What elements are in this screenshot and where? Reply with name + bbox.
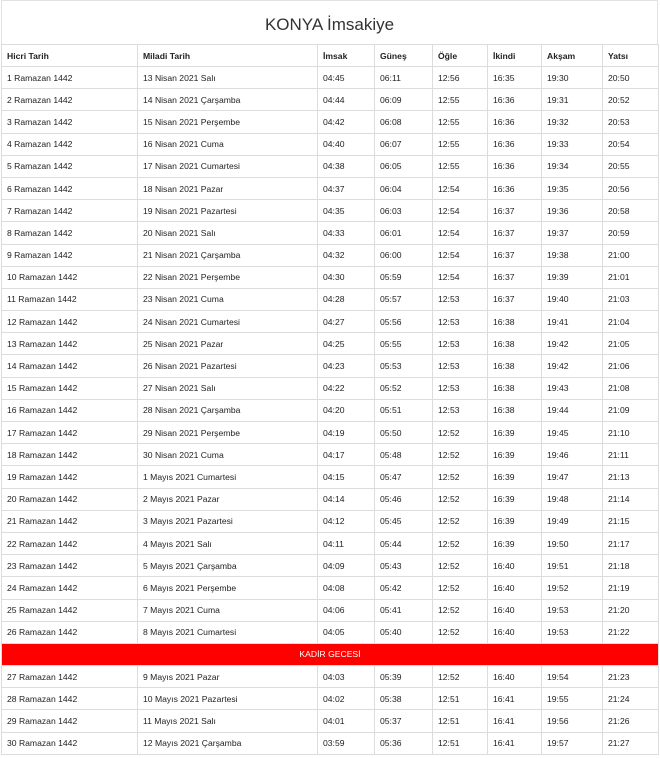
cell-aksam: 19:30 [542,67,603,89]
table-row [2,555,659,577]
cell-ikindi: 16:36 [488,111,542,133]
cell-gunes: 05:52 [375,377,433,399]
cell-aksam: 19:35 [542,177,603,199]
table-row [2,688,659,710]
kadir-gecesi-label: KADİR GECESİ [2,643,659,665]
cell-ogle: 12:52 [433,466,488,488]
cell-hicri-tarih: 21 Ramazan 1442 [2,510,138,532]
cell-gunes: 05:41 [375,599,433,621]
table-row [2,266,659,288]
cell-yatsi: 21:08 [603,377,659,399]
cell-ikindi: 16:38 [488,355,542,377]
cell-gunes: 06:07 [375,133,433,155]
column-header-gunes: Güneş [375,45,433,67]
table-row [2,488,659,510]
cell-hicri-tarih: 28 Ramazan 1442 [2,688,138,710]
cell-ogle: 12:52 [433,555,488,577]
cell-aksam: 19:41 [542,311,603,333]
cell-yatsi: 21:20 [603,599,659,621]
cell-ogle: 12:51 [433,710,488,732]
cell-ikindi: 16:37 [488,222,542,244]
cell-ikindi: 16:39 [488,488,542,510]
cell-miladi-tarih: 22 Nisan 2021 Perşembe [138,266,318,288]
cell-imsak: 04:08 [318,577,375,599]
cell-gunes: 05:59 [375,266,433,288]
cell-imsak: 04:17 [318,444,375,466]
cell-aksam: 19:43 [542,377,603,399]
cell-miladi-tarih: 20 Nisan 2021 Salı [138,222,318,244]
table-row [2,732,659,754]
table-row [2,422,659,444]
cell-aksam: 19:34 [542,155,603,177]
cell-ikindi: 16:38 [488,377,542,399]
cell-ikindi: 16:40 [488,599,542,621]
cell-miladi-tarih: 24 Nisan 2021 Cumartesi [138,311,318,333]
table-row [2,177,659,199]
cell-ogle: 12:52 [433,488,488,510]
cell-imsak: 04:01 [318,710,375,732]
column-header-ogle: Öğle [433,45,488,67]
cell-miladi-tarih: 29 Nisan 2021 Perşembe [138,422,318,444]
cell-ikindi: 16:35 [488,67,542,89]
cell-gunes: 05:57 [375,288,433,310]
cell-hicri-tarih: 14 Ramazan 1442 [2,355,138,377]
cell-miladi-tarih: 11 Mayıs 2021 Salı [138,710,318,732]
column-header-ikindi: İkindi [488,45,542,67]
cell-miladi-tarih: 18 Nisan 2021 Pazar [138,177,318,199]
cell-ikindi: 16:41 [488,732,542,754]
table-row [2,510,659,532]
cell-aksam: 19:48 [542,488,603,510]
table-row [2,244,659,266]
cell-ikindi: 16:36 [488,133,542,155]
cell-miladi-tarih: 2 Mayıs 2021 Pazar [138,488,318,510]
cell-ogle: 12:53 [433,399,488,421]
cell-yatsi: 21:10 [603,422,659,444]
cell-gunes: 06:03 [375,200,433,222]
cell-imsak: 04:03 [318,666,375,688]
cell-yatsi: 21:27 [603,732,659,754]
cell-hicri-tarih: 16 Ramazan 1442 [2,399,138,421]
cell-hicri-tarih: 7 Ramazan 1442 [2,200,138,222]
cell-gunes: 05:45 [375,510,433,532]
cell-yatsi: 21:06 [603,355,659,377]
cell-aksam: 19:55 [542,688,603,710]
cell-yatsi: 20:53 [603,111,659,133]
cell-ogle: 12:55 [433,155,488,177]
cell-imsak: 04:45 [318,67,375,89]
cell-hicri-tarih: 23 Ramazan 1442 [2,555,138,577]
column-header-miladi-tarih: Miladi Tarih [138,45,318,67]
cell-imsak: 04:02 [318,688,375,710]
table-row [2,222,659,244]
cell-imsak: 04:20 [318,399,375,421]
cell-ogle: 12:52 [433,444,488,466]
cell-ikindi: 16:40 [488,621,542,643]
table-row [2,444,659,466]
cell-gunes: 05:56 [375,311,433,333]
cell-ogle: 12:54 [433,200,488,222]
cell-hicri-tarih: 12 Ramazan 1442 [2,311,138,333]
cell-ogle: 12:55 [433,133,488,155]
cell-ikindi: 16:41 [488,688,542,710]
table-row [2,377,659,399]
cell-miladi-tarih: 16 Nisan 2021 Cuma [138,133,318,155]
cell-yatsi: 21:23 [603,666,659,688]
cell-aksam: 19:32 [542,111,603,133]
table-row [2,621,659,643]
table-row [2,355,659,377]
cell-imsak: 03:59 [318,732,375,754]
cell-hicri-tarih: 22 Ramazan 1442 [2,532,138,554]
cell-miladi-tarih: 26 Nisan 2021 Pazartesi [138,355,318,377]
cell-miladi-tarih: 3 Mayıs 2021 Pazartesi [138,510,318,532]
cell-aksam: 19:51 [542,555,603,577]
cell-imsak: 04:40 [318,133,375,155]
cell-ogle: 12:53 [433,377,488,399]
cell-yatsi: 21:00 [603,244,659,266]
cell-hicri-tarih: 26 Ramazan 1442 [2,621,138,643]
cell-ikindi: 16:38 [488,311,542,333]
cell-aksam: 19:33 [542,133,603,155]
cell-gunes: 06:04 [375,177,433,199]
cell-miladi-tarih: 4 Mayıs 2021 Salı [138,532,318,554]
cell-yatsi: 21:17 [603,532,659,554]
cell-yatsi: 21:26 [603,710,659,732]
table-row [2,67,659,89]
cell-ikindi: 16:37 [488,266,542,288]
cell-aksam: 19:53 [542,621,603,643]
cell-ikindi: 16:36 [488,89,542,111]
cell-ogle: 12:54 [433,222,488,244]
cell-imsak: 04:15 [318,466,375,488]
cell-ogle: 12:53 [433,288,488,310]
cell-imsak: 04:30 [318,266,375,288]
cell-miladi-tarih: 27 Nisan 2021 Salı [138,377,318,399]
cell-aksam: 19:37 [542,222,603,244]
cell-ogle: 12:55 [433,89,488,111]
cell-ikindi: 16:39 [488,510,542,532]
cell-ikindi: 16:39 [488,532,542,554]
cell-imsak: 04:28 [318,288,375,310]
cell-hicri-tarih: 11 Ramazan 1442 [2,288,138,310]
cell-aksam: 19:46 [542,444,603,466]
cell-gunes: 06:09 [375,89,433,111]
cell-ikindi: 16:37 [488,244,542,266]
cell-hicri-tarih: 24 Ramazan 1442 [2,577,138,599]
cell-ikindi: 16:39 [488,422,542,444]
cell-hicri-tarih: 5 Ramazan 1442 [2,155,138,177]
cell-gunes: 05:37 [375,710,433,732]
table-row [2,288,659,310]
cell-yatsi: 21:04 [603,311,659,333]
column-header-yatsi: Yatsı [603,45,659,67]
cell-aksam: 19:57 [542,732,603,754]
table-row [2,155,659,177]
table-row [2,333,659,355]
cell-ogle: 12:52 [433,621,488,643]
cell-miladi-tarih: 6 Mayıs 2021 Perşembe [138,577,318,599]
cell-miladi-tarih: 10 Mayıs 2021 Pazartesi [138,688,318,710]
column-header-aksam: Akşam [542,45,603,67]
cell-gunes: 06:11 [375,67,433,89]
cell-yatsi: 20:59 [603,222,659,244]
cell-yatsi: 21:24 [603,688,659,710]
cell-yatsi: 21:14 [603,488,659,510]
cell-ogle: 12:55 [433,111,488,133]
cell-ikindi: 16:38 [488,399,542,421]
cell-ogle: 12:51 [433,688,488,710]
page-title: KONYA İmsakiye [1,0,658,44]
table-row [2,89,659,111]
cell-gunes: 05:43 [375,555,433,577]
cell-gunes: 05:44 [375,532,433,554]
cell-yatsi: 20:52 [603,89,659,111]
cell-yatsi: 20:54 [603,133,659,155]
cell-hicri-tarih: 30 Ramazan 1442 [2,732,138,754]
cell-miladi-tarih: 12 Mayıs 2021 Çarşamba [138,732,318,754]
cell-gunes: 05:48 [375,444,433,466]
cell-ikindi: 16:40 [488,555,542,577]
cell-ikindi: 16:36 [488,177,542,199]
cell-ogle: 12:52 [433,510,488,532]
cell-hicri-tarih: 20 Ramazan 1442 [2,488,138,510]
table-row [2,577,659,599]
cell-aksam: 19:42 [542,355,603,377]
cell-miladi-tarih: 19 Nisan 2021 Pazartesi [138,200,318,222]
column-header-imsak: İmsak [318,45,375,67]
cell-miladi-tarih: 28 Nisan 2021 Çarşamba [138,399,318,421]
table-row [2,532,659,554]
cell-aksam: 19:50 [542,532,603,554]
cell-ikindi: 16:39 [488,466,542,488]
cell-aksam: 19:49 [542,510,603,532]
cell-miladi-tarih: 30 Nisan 2021 Cuma [138,444,318,466]
cell-aksam: 19:45 [542,422,603,444]
cell-gunes: 05:36 [375,732,433,754]
table-row [2,599,659,621]
cell-ogle: 12:52 [433,666,488,688]
cell-imsak: 04:27 [318,311,375,333]
cell-gunes: 05:39 [375,666,433,688]
cell-yatsi: 20:50 [603,67,659,89]
cell-yatsi: 20:55 [603,155,659,177]
cell-aksam: 19:56 [542,710,603,732]
cell-aksam: 19:36 [542,200,603,222]
cell-imsak: 04:37 [318,177,375,199]
cell-hicri-tarih: 10 Ramazan 1442 [2,266,138,288]
cell-gunes: 05:42 [375,577,433,599]
cell-hicri-tarih: 8 Ramazan 1442 [2,222,138,244]
cell-hicri-tarih: 1 Ramazan 1442 [2,67,138,89]
cell-aksam: 19:53 [542,599,603,621]
cell-hicri-tarih: 9 Ramazan 1442 [2,244,138,266]
cell-aksam: 19:47 [542,466,603,488]
cell-yatsi: 21:22 [603,621,659,643]
cell-aksam: 19:52 [542,577,603,599]
cell-miladi-tarih: 8 Mayıs 2021 Cumartesi [138,621,318,643]
cell-hicri-tarih: 18 Ramazan 1442 [2,444,138,466]
cell-ikindi: 16:40 [488,577,542,599]
cell-aksam: 19:39 [542,266,603,288]
cell-ogle: 12:56 [433,67,488,89]
cell-miladi-tarih: 13 Nisan 2021 Salı [138,67,318,89]
cell-ogle: 12:53 [433,355,488,377]
cell-yatsi: 21:01 [603,266,659,288]
cell-hicri-tarih: 6 Ramazan 1442 [2,177,138,199]
cell-gunes: 05:53 [375,355,433,377]
cell-ogle: 12:53 [433,333,488,355]
cell-ikindi: 16:37 [488,288,542,310]
cell-ogle: 12:52 [433,422,488,444]
cell-hicri-tarih: 4 Ramazan 1442 [2,133,138,155]
cell-imsak: 04:33 [318,222,375,244]
cell-hicri-tarih: 27 Ramazan 1442 [2,666,138,688]
cell-aksam: 19:44 [542,399,603,421]
cell-ikindi: 16:39 [488,444,542,466]
cell-imsak: 04:19 [318,422,375,444]
cell-ikindi: 16:38 [488,333,542,355]
cell-gunes: 05:55 [375,333,433,355]
cell-ogle: 12:52 [433,599,488,621]
cell-gunes: 05:40 [375,621,433,643]
cell-imsak: 04:14 [318,488,375,510]
cell-imsak: 04:22 [318,377,375,399]
cell-hicri-tarih: 3 Ramazan 1442 [2,111,138,133]
table-body [2,67,659,755]
cell-aksam: 19:54 [542,666,603,688]
cell-imsak: 04:11 [318,532,375,554]
cell-imsak: 04:38 [318,155,375,177]
cell-hicri-tarih: 2 Ramazan 1442 [2,89,138,111]
cell-miladi-tarih: 25 Nisan 2021 Pazar [138,333,318,355]
cell-gunes: 06:01 [375,222,433,244]
cell-gunes: 05:38 [375,688,433,710]
cell-miladi-tarih: 21 Nisan 2021 Çarşamba [138,244,318,266]
cell-miladi-tarih: 14 Nisan 2021 Çarşamba [138,89,318,111]
table-header-row [2,45,659,67]
cell-imsak: 04:25 [318,333,375,355]
cell-aksam: 19:31 [542,89,603,111]
cell-ikindi: 16:37 [488,200,542,222]
cell-aksam: 19:42 [542,333,603,355]
table-row [2,111,659,133]
cell-yatsi: 21:11 [603,444,659,466]
cell-aksam: 19:40 [542,288,603,310]
table-row [2,710,659,732]
cell-yatsi: 21:09 [603,399,659,421]
cell-imsak: 04:42 [318,111,375,133]
cell-gunes: 05:50 [375,422,433,444]
cell-ogle: 12:54 [433,266,488,288]
cell-imsak: 04:06 [318,599,375,621]
cell-ikindi: 16:36 [488,155,542,177]
cell-yatsi: 20:56 [603,177,659,199]
cell-yatsi: 21:15 [603,510,659,532]
cell-yatsi: 21:03 [603,288,659,310]
cell-gunes: 06:00 [375,244,433,266]
cell-yatsi: 20:58 [603,200,659,222]
cell-imsak: 04:35 [318,200,375,222]
cell-imsak: 04:09 [318,555,375,577]
cell-hicri-tarih: 29 Ramazan 1442 [2,710,138,732]
table-row [2,311,659,333]
kadir-gecesi-row [2,643,659,665]
table-row [2,133,659,155]
cell-yatsi: 21:18 [603,555,659,577]
cell-gunes: 06:05 [375,155,433,177]
cell-gunes: 06:08 [375,111,433,133]
cell-hicri-tarih: 13 Ramazan 1442 [2,333,138,355]
cell-miladi-tarih: 17 Nisan 2021 Cumartesi [138,155,318,177]
cell-imsak: 04:32 [318,244,375,266]
cell-yatsi: 21:05 [603,333,659,355]
cell-gunes: 05:47 [375,466,433,488]
table-row [2,200,659,222]
cell-ogle: 12:52 [433,532,488,554]
cell-miladi-tarih: 1 Mayıs 2021 Cumartesi [138,466,318,488]
cell-miladi-tarih: 9 Mayıs 2021 Pazar [138,666,318,688]
cell-miladi-tarih: 15 Nisan 2021 Perşembe [138,111,318,133]
table-row [2,466,659,488]
cell-ogle: 12:54 [433,177,488,199]
cell-ogle: 12:54 [433,244,488,266]
cell-imsak: 04:12 [318,510,375,532]
table-row [2,399,659,421]
cell-imsak: 04:05 [318,621,375,643]
cell-hicri-tarih: 15 Ramazan 1442 [2,377,138,399]
cell-yatsi: 21:19 [603,577,659,599]
cell-gunes: 05:46 [375,488,433,510]
table-row [2,666,659,688]
cell-miladi-tarih: 23 Nisan 2021 Cuma [138,288,318,310]
cell-hicri-tarih: 19 Ramazan 1442 [2,466,138,488]
cell-yatsi: 21:13 [603,466,659,488]
cell-hicri-tarih: 25 Ramazan 1442 [2,599,138,621]
cell-hicri-tarih: 17 Ramazan 1442 [2,422,138,444]
cell-ogle: 12:52 [433,577,488,599]
cell-ogle: 12:51 [433,732,488,754]
cell-aksam: 19:38 [542,244,603,266]
imsakiye-table [1,44,659,755]
cell-miladi-tarih: 7 Mayıs 2021 Cuma [138,599,318,621]
cell-imsak: 04:23 [318,355,375,377]
cell-ikindi: 16:40 [488,666,542,688]
cell-gunes: 05:51 [375,399,433,421]
cell-imsak: 04:44 [318,89,375,111]
column-header-hicri-tarih: Hicri Tarih [2,45,138,67]
cell-miladi-tarih: 5 Mayıs 2021 Çarşamba [138,555,318,577]
cell-ikindi: 16:41 [488,710,542,732]
cell-ogle: 12:53 [433,311,488,333]
